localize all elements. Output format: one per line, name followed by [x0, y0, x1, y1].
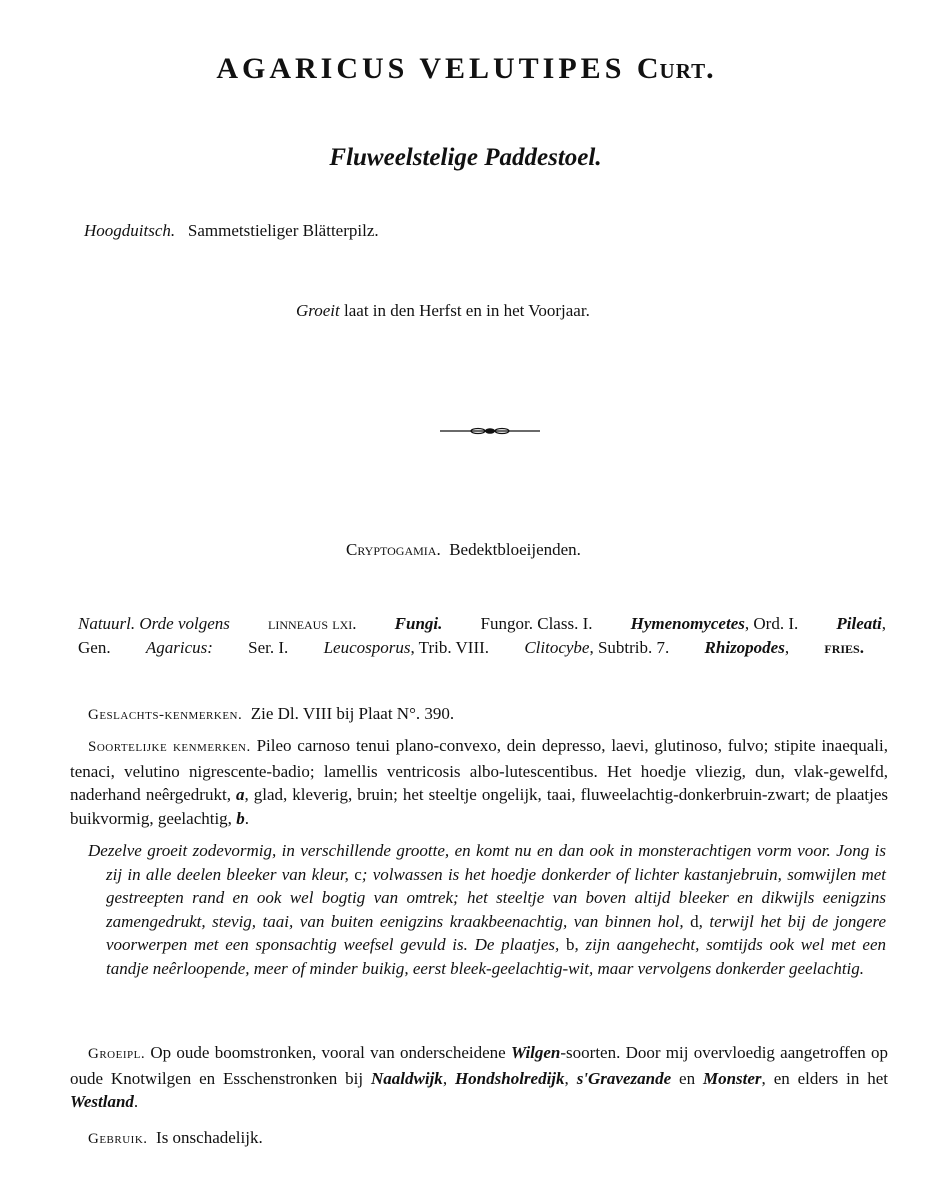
tribe-label: , Trib. VIII. — [410, 638, 490, 657]
geslachts-label: Geslachts-kenmerken. — [88, 707, 243, 723]
species-characters — [70, 734, 888, 830]
cryptogamia-text: Bedektbloeijenden. — [449, 540, 581, 559]
growth-verb: Groeit — [296, 301, 340, 320]
soortelijke-text-1: Pileo carnoso tenui plano-convexo, dein depresso, laevi, glutinoso, fulvo; stipite inaequali, tenaci, velutino nigrescente-badio; lamellis ventricosis albo-lutescentibus. Het hoedje vliezig, dun, vlak-gewelfd, naderhand neêrgedrukt, — [70, 736, 889, 804]
gebruik-label: Gebruik. — [88, 1131, 148, 1147]
groeipl-text-1: Op oude boomstronken, vooral van onderscheidene — [150, 1043, 506, 1062]
place-naaldwijk: Naaldwijk — [371, 1068, 443, 1088]
place-hondsholredijk: Hondsholredijk — [454, 1068, 565, 1088]
fig-ref-b-2: b — [566, 935, 575, 954]
groeipl-text-4: , en elders in het — [761, 1068, 888, 1088]
description-part-2: ; volwassen is het hoedje donkerder of lichter kastanjebruin, somwijlen met gestreepten rand en ook wel bogtig van omtrek; het steeltje van boven altijd bleeker en dikwijls eenigzins zamengedrukt, stevig, taai, van buiten eenigzins kraakbeenachtig, van binnen hol, — [106, 864, 886, 931]
growth-text: laat in den Herfst en in het Voorjaar. — [344, 301, 590, 320]
natuurl-orde: Natuurl. Orde volgens — [78, 614, 230, 633]
soortelijke-text-2: , glad, kleverig, bruin; het steeltje ongelijk, taai, fluweelachtig-donkerbruin-zwart; de plaatjes buikvormig, geelachtig, — [70, 785, 889, 828]
genus-label: Gen. — [78, 638, 111, 657]
german-name-line — [84, 217, 379, 245]
clitocybe-name: Clitocybe — [524, 638, 590, 657]
linneaus-ref: linneaus lxi. — [268, 614, 357, 633]
place-westland: Westland — [70, 1092, 134, 1111]
place-gravezande: s'Gravezande — [576, 1068, 672, 1088]
separator-2: , — [564, 1068, 569, 1088]
fungor-class: Fungor. Class. I. — [480, 614, 593, 633]
description-paragraph — [88, 839, 886, 980]
agaricus-name: Agaricus: — [145, 638, 213, 657]
fries-ref: fries. — [824, 638, 864, 657]
wilgen-name: Wilgen — [510, 1043, 561, 1062]
german-label: Hoogduitsch. — [84, 221, 176, 240]
gebruik-text: Is onschadelijk. — [156, 1128, 263, 1147]
hymenomycetes-name: Hymenomycetes — [630, 614, 745, 633]
classification-line-2 — [78, 634, 864, 662]
soortelijke-end: . — [244, 808, 249, 828]
comma-2: , — [784, 638, 790, 657]
groeipl-text-3: en — [679, 1068, 696, 1088]
groeipl-end: . — [133, 1092, 139, 1111]
comma-1: , — [881, 614, 886, 633]
subtribe-label: , Subtrib. 7. — [589, 638, 670, 657]
fungi-name: Fungi. — [394, 614, 443, 633]
separator-1: , — [442, 1068, 448, 1088]
pileati-name: Pileati — [836, 614, 882, 633]
description-part-1: Dezelve groeit zodevormig, in verschillende grootte, en komt nu en dan ook in monsterachtigen vorm voor. Jong is zij in alle deelen bleeker van kleur, — [88, 841, 886, 884]
cryptogamia-label: Cryptogamia. — [346, 540, 441, 559]
leucosporus-name: Leucosporus — [323, 638, 411, 657]
place-monster: Monster — [702, 1068, 762, 1088]
title-genus-species: AGARICUS VELUTIPES — [216, 52, 626, 85]
description-part-4: , zijn aangehecht, somtijds ook wel met een tandje neêrloopende, meer of minder buikig, eerst bleek-geelachtig-wit, maar vervolgens donkerder geelachtig. — [106, 935, 887, 978]
ornament-divider — [440, 426, 540, 436]
series-label: Ser. I. — [248, 638, 289, 657]
description-part-3: , terwijl het bij de jongere voorwerpen met een sponsachtig weefsel gevuld is. De plaatjes, — [106, 911, 887, 954]
geslachts-text: Zie Dl. VIII bij Plaat N°. 390. — [250, 704, 455, 723]
habitat-paragraph — [70, 1041, 888, 1114]
soortelijke-label: Soortelijke kenmerken. — [88, 739, 251, 755]
german-name: Sammetstieliger Blätterpilz. — [187, 221, 379, 240]
use-line — [88, 1124, 263, 1153]
page-subtitle: Fluweelstelige Paddestoel. — [329, 144, 602, 171]
rhizopodes-name: Rhizopodes — [704, 638, 785, 657]
groeipl-text-2: -soorten. Door mij overvloedig aangetroffen op oude Knotwilgen en Esschenstronken bij — [70, 1043, 889, 1088]
fig-ref-c: c — [354, 864, 362, 884]
title-author: Curt. — [636, 52, 715, 85]
genus-characters-line — [88, 700, 454, 729]
fig-ref-d: d — [690, 911, 699, 931]
fig-ref-b: b — [236, 808, 245, 828]
cryptogamia-line — [346, 536, 581, 564]
growth-season-line — [296, 297, 590, 325]
fig-ref-a: a — [235, 785, 245, 804]
groeipl-label: Groeipl. — [88, 1046, 146, 1062]
order-label: , Ord. I. — [744, 614, 799, 633]
page-title — [0, 52, 931, 86]
